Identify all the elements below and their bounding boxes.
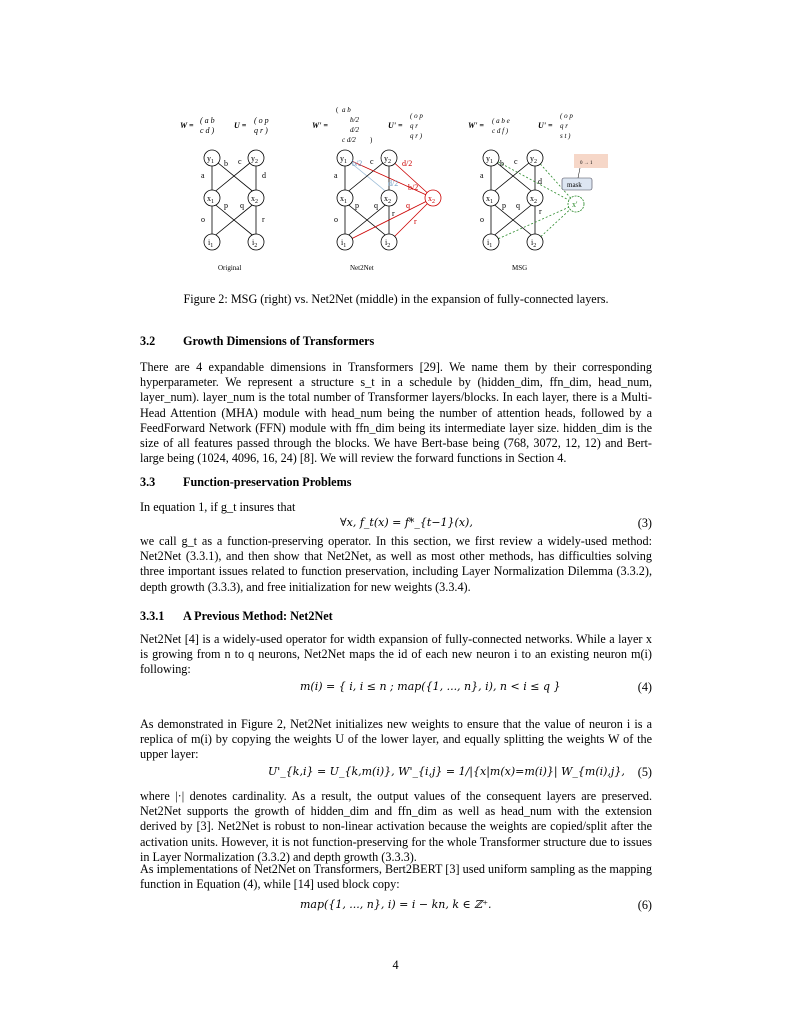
section-3-3-heading: 3.3 Function-preservation Problems <box>140 475 352 489</box>
svg-text:x2: $x_2$ <box>428 194 435 205</box>
svg-text:c d f ): c d f ) <box>492 127 509 135</box>
svg-text:r: r <box>392 209 395 218</box>
section-3-3-1-heading: 3.3.1 A Previous Method: Net2Net <box>140 609 333 623</box>
svg-text:y2: $y_2$ <box>384 154 391 165</box>
svg-text:b: b <box>224 159 228 168</box>
svg-text:i1: $i_1$ <box>487 238 493 249</box>
svg-text:q: q <box>374 201 378 210</box>
svg-text:x1: $x_1$ <box>486 194 493 205</box>
svg-text:y2: $y_2$ <box>530 154 537 165</box>
section-3-3-1-paragraph-3: where |·| denotes cardinality. As a result, the output values of the consequent layers are preserved. Net2Net supports the growth of hidden_dim and ffn_dim as well as head_num with the extension derived by [3]. Net2Net is robust to non-linear activation because the weights are copied/split after the activation units. However, it is not function-preserving for the whole Transformer structure due to issues in Layer Normalization (3.3.2) and depth growth (3.3.3). <box>140 789 652 864</box>
svg-text:y1: $y_1$ <box>207 154 214 165</box>
svg-text:b/2: b/2 <box>350 116 359 124</box>
svg-text:x1: $x_1$ <box>207 194 214 205</box>
svg-text:(: ( <box>336 106 339 114</box>
orig-W-label: W = <box>180 121 194 130</box>
mask-label: mask <box>567 181 582 189</box>
svg-text:o: o <box>334 215 338 224</box>
section-3-2-paragraph <box>140 360 652 466</box>
svg-text:( a b e: ( a b e <box>492 117 510 125</box>
svg-text:( o p: ( o p <box>410 112 423 120</box>
section-3-2-heading: 3.2 Growth Dimensions of Transformers <box>140 334 375 348</box>
svg-text:c: c <box>514 157 518 166</box>
svg-text:i1: $i_1$ <box>341 238 347 249</box>
svg-text:q r ): q r ) <box>254 126 268 135</box>
figure-caption: Figure 2: MSG (right) vs. Net2Net (middle) in the expansion of fully-connected layers. <box>183 292 609 306</box>
svg-text:a: a <box>480 171 484 180</box>
svg-text:c: c <box>370 157 374 166</box>
svg-text:o: o <box>480 215 484 224</box>
svg-text:( o p: ( o p <box>560 112 573 120</box>
svg-text:U' =: U' = <box>538 121 553 130</box>
panel-msg <box>468 112 608 272</box>
svg-text:c d/2: c d/2 <box>342 136 356 144</box>
svg-text:s t ): s t ) <box>560 132 571 140</box>
svg-text:): ) <box>370 136 373 144</box>
svg-text:q: q <box>516 201 520 210</box>
svg-text:i2: $i_2$ <box>252 238 258 249</box>
svg-text:o: o <box>201 215 205 224</box>
svg-text:a: a <box>334 171 338 180</box>
svg-text:a b: a b <box>342 106 351 114</box>
svg-text:p: p <box>355 201 359 210</box>
svg-text:b: b <box>500 159 504 168</box>
svg-text:d/2: d/2 <box>388 179 399 188</box>
svg-text:y1: $y_1$ <box>340 154 347 165</box>
svg-text:d/2: d/2 <box>402 159 413 168</box>
page-number: 4 <box>392 958 399 972</box>
svg-text:W' =: W' = <box>312 121 328 130</box>
svg-text:i1: $i_1$ <box>208 238 214 249</box>
panel-net2net <box>312 106 441 272</box>
svg-text:( a b: ( a b <box>200 116 215 125</box>
svg-text:q: q <box>406 201 410 210</box>
svg-text:d: d <box>538 177 542 186</box>
svg-text:b/2: b/2 <box>352 159 363 168</box>
svg-text:q r: q r <box>560 122 568 130</box>
label-original: Original <box>218 264 242 272</box>
svg-text:q r: q r <box>410 122 418 130</box>
svg-text:r: r <box>262 215 265 224</box>
svg-text:i2: $i_2$ <box>385 238 391 249</box>
svg-text:q: q <box>240 201 244 210</box>
msg-new-node: x' <box>572 200 578 209</box>
label-net2net: Net2Net <box>350 264 374 272</box>
figure-2-diagram <box>170 98 630 278</box>
svg-text:x2: $x_2$ <box>530 194 537 205</box>
svg-text:b/2: b/2 <box>408 183 419 192</box>
svg-text:W' =: W' = <box>468 121 484 130</box>
svg-text:p: p <box>224 201 228 210</box>
svg-text:r: r <box>414 217 417 226</box>
svg-text:i2: $i_2$ <box>531 238 537 249</box>
svg-text:( o p: ( o p <box>254 116 269 125</box>
section-3-3-1-paragraph-2: As demonstrated in Figure 2, Net2Net initializes new weights to ensure that the value of neuron i is a replica of m(i) by copying the weights U of the lower layer, and equally splitting the weights W of the upper layer: <box>140 717 652 762</box>
section-3-3-intro: In equation 1, if g_t insures that <box>140 500 296 514</box>
figure-2 <box>170 98 630 278</box>
svg-text:d: d <box>262 171 266 180</box>
label-msg: MSG <box>512 264 528 272</box>
orig-U-label: U = <box>234 121 247 130</box>
svg-text:x1: $x_1$ <box>340 194 347 205</box>
svg-text:x2: $x_2$ <box>384 194 391 205</box>
svg-text:a: a <box>201 171 205 180</box>
section-3-3-1-paragraph-4: As implementations of Net2Net on Transformers, Bert2BERT [3] used uniform sampling as the mapping function in Equation (4), while [14] used block copy: <box>140 862 652 892</box>
paper-page: W = ( a b c d ) U = ( o p q r ) $y_1$ $y_2$ $x_1$ $x_2$ $i_1$ $i_2$ a b c d o p q r Original W' = ( a b b/2 d/2 c d/2 ) U' = ( o p q r q r ) $y_1$ $y_2$ $x_1$ $x_2$ $x_2$ $i_1$ $i_2$ a b/2 c d/2 d/2 b/2 o p q q r r Net2Net W' = ( a b e c d f ) U' = ( o p q r s t ) $y_1$ $y_2$ $x_1$ $x_2$ x' $i_1$ $i_2$ mask 0 → 1 a b c d o p q r MSG Figure 2: MSG (right) vs. Net2Net (middle) in the expansion of fully-connected layers. 3.2 Growth Dimensions of Transformers There are 4 expandable dimensions in Transformers [29]. We name them by their corresponding hyperparameter. We represent a structure s_t in a schedule by (hidden_dim, ffn_dim, head_num, layer_num). layer_num is the total number of Transformer layers/blocks. In each layer, there is a Multi-Head Attention (MHA) module with head_num being the number of attention heads, followed by a FeedForward Network (FFN) module with ffn_dim being its intermediate layer size. hidden_dim is the size of all features passed through the blocks. We have Bert-base being (768, 3072, 12, 12) and Bert-large being (1024, 4096, 16, 24) [8]. We will review the forward functions in Section 4. 3.3 Function-preservation Problems In equation 1, if g_t insures that ∀x, f_t(x) = f*_{t−1}(x), (3) we call g_t as a function-preserving operator. In this section, we first review a widely-used method: Net2Net (3.3.1), and then show that Net2Net, as well as most other methods, has difficulties solving three important issues related to function preservation, including Layer Normalization Dilemma (3.3.2), depth growth (3.3.3), and free initialization for new weights (3.3.4). 3.3.1 A Previous Method: Net2Net Net2Net [4] is a widely-used operator for width expansion of fully-connected networks. While a layer x is growing from n to q neurons, Net2Net maps the id of each new neuron i to an existing neuron m(i) following: m(i) = { i, i ≤ n ; map({1, ..., n}, i), n < i ≤ q } (4) As demonstrated in Figure 2, Net2Net initializes new weights to ensure that the value of neuron i is a replica of m(i) by copying the weights U of the lower layer, and equally splitting the weights W of the upper layer: U'_{k,i} = U_{k,m(i)}, W'_{i,j} = 1/|{x|m(x)=m(i)}| W_{m(i),j}, (5) where |·| denotes cardinality. As a result, the output values of the consequent layers are preserved. Net2Net supports the growth of hidden_dim and ffn_dim as well as head_num with the extension derived by [3]. Net2Net is robust to non-linear activation because the weights are copied/split after the activation units. However, it is not function-preserving for the whole Transformer structure due to issues in Layer Normalization (3.3.2) and depth growth (3.3.3). As implementations of Net2Net on Transformers, Bert2BERT [3] used uniform sampling as the mapping function in Equation (4), while [14] used block copy: map({1, ..., n}, i) = i − kn, k ∈ ℤ⁺. (6) 4 <box>0 0 791 1024</box>
svg-text:c: c <box>238 157 242 166</box>
svg-text:y1: $y_1$ <box>486 154 493 165</box>
sec32-p1: There are 4 expandable dimensions in Transformers [29]. We name them by their corresponding hyperparameter. We represent a structure s_t in a schedule by (hidden_dim, ffn_dim, head_num, layer_num). layer_num is the total number of Transformer layers/blocks. In each layer, there is a Multi-Head Attention (MHA) module with head_num being the number of attention heads, followed by a FeedForward Network (FFN) module with ffn_dim being its intermediate layer size. hidden_dim is the size of all features passed through the blocks. We have Bert-base being (768, 3072, 12, 12) and Bert-large being (1024, 4096, 16, 24) [8]. We will review the forward functions in Section 4. <box>140 360 652 466</box>
section-3-3-paragraph: we call g_t as a function-preserving operator. In this section, we first review a widely-used method: Net2Net (3.3.1), and then show that Net2Net, as well as most other methods, has difficulties solving three important issues related to function preservation, including Layer Normalization Dilemma (3.3.2), depth growth (3.3.3), and free initialization for new weights (3.3.4). <box>140 534 652 594</box>
section-3-3-1-paragraph-1: Net2Net [4] is a widely-used operator for width expansion of fully-connected networks. While a layer x is growing from n to q neurons, Net2Net maps the id of each new neuron i to an existing neuron m(i) following: <box>140 632 652 677</box>
svg-text:q r ): q r ) <box>410 132 423 140</box>
panel-original <box>180 116 269 272</box>
svg-text:x2: $x_2$ <box>251 194 258 205</box>
svg-text:p: p <box>502 201 506 210</box>
svg-text:U' =: U' = <box>388 121 403 130</box>
svg-text:y2: $y_2$ <box>251 154 258 165</box>
svg-text:r: r <box>539 207 542 216</box>
svg-text:c d ): c d ) <box>200 126 215 135</box>
svg-text:d/2: d/2 <box>350 126 359 134</box>
mask-value: 0 → 1 <box>580 161 593 166</box>
